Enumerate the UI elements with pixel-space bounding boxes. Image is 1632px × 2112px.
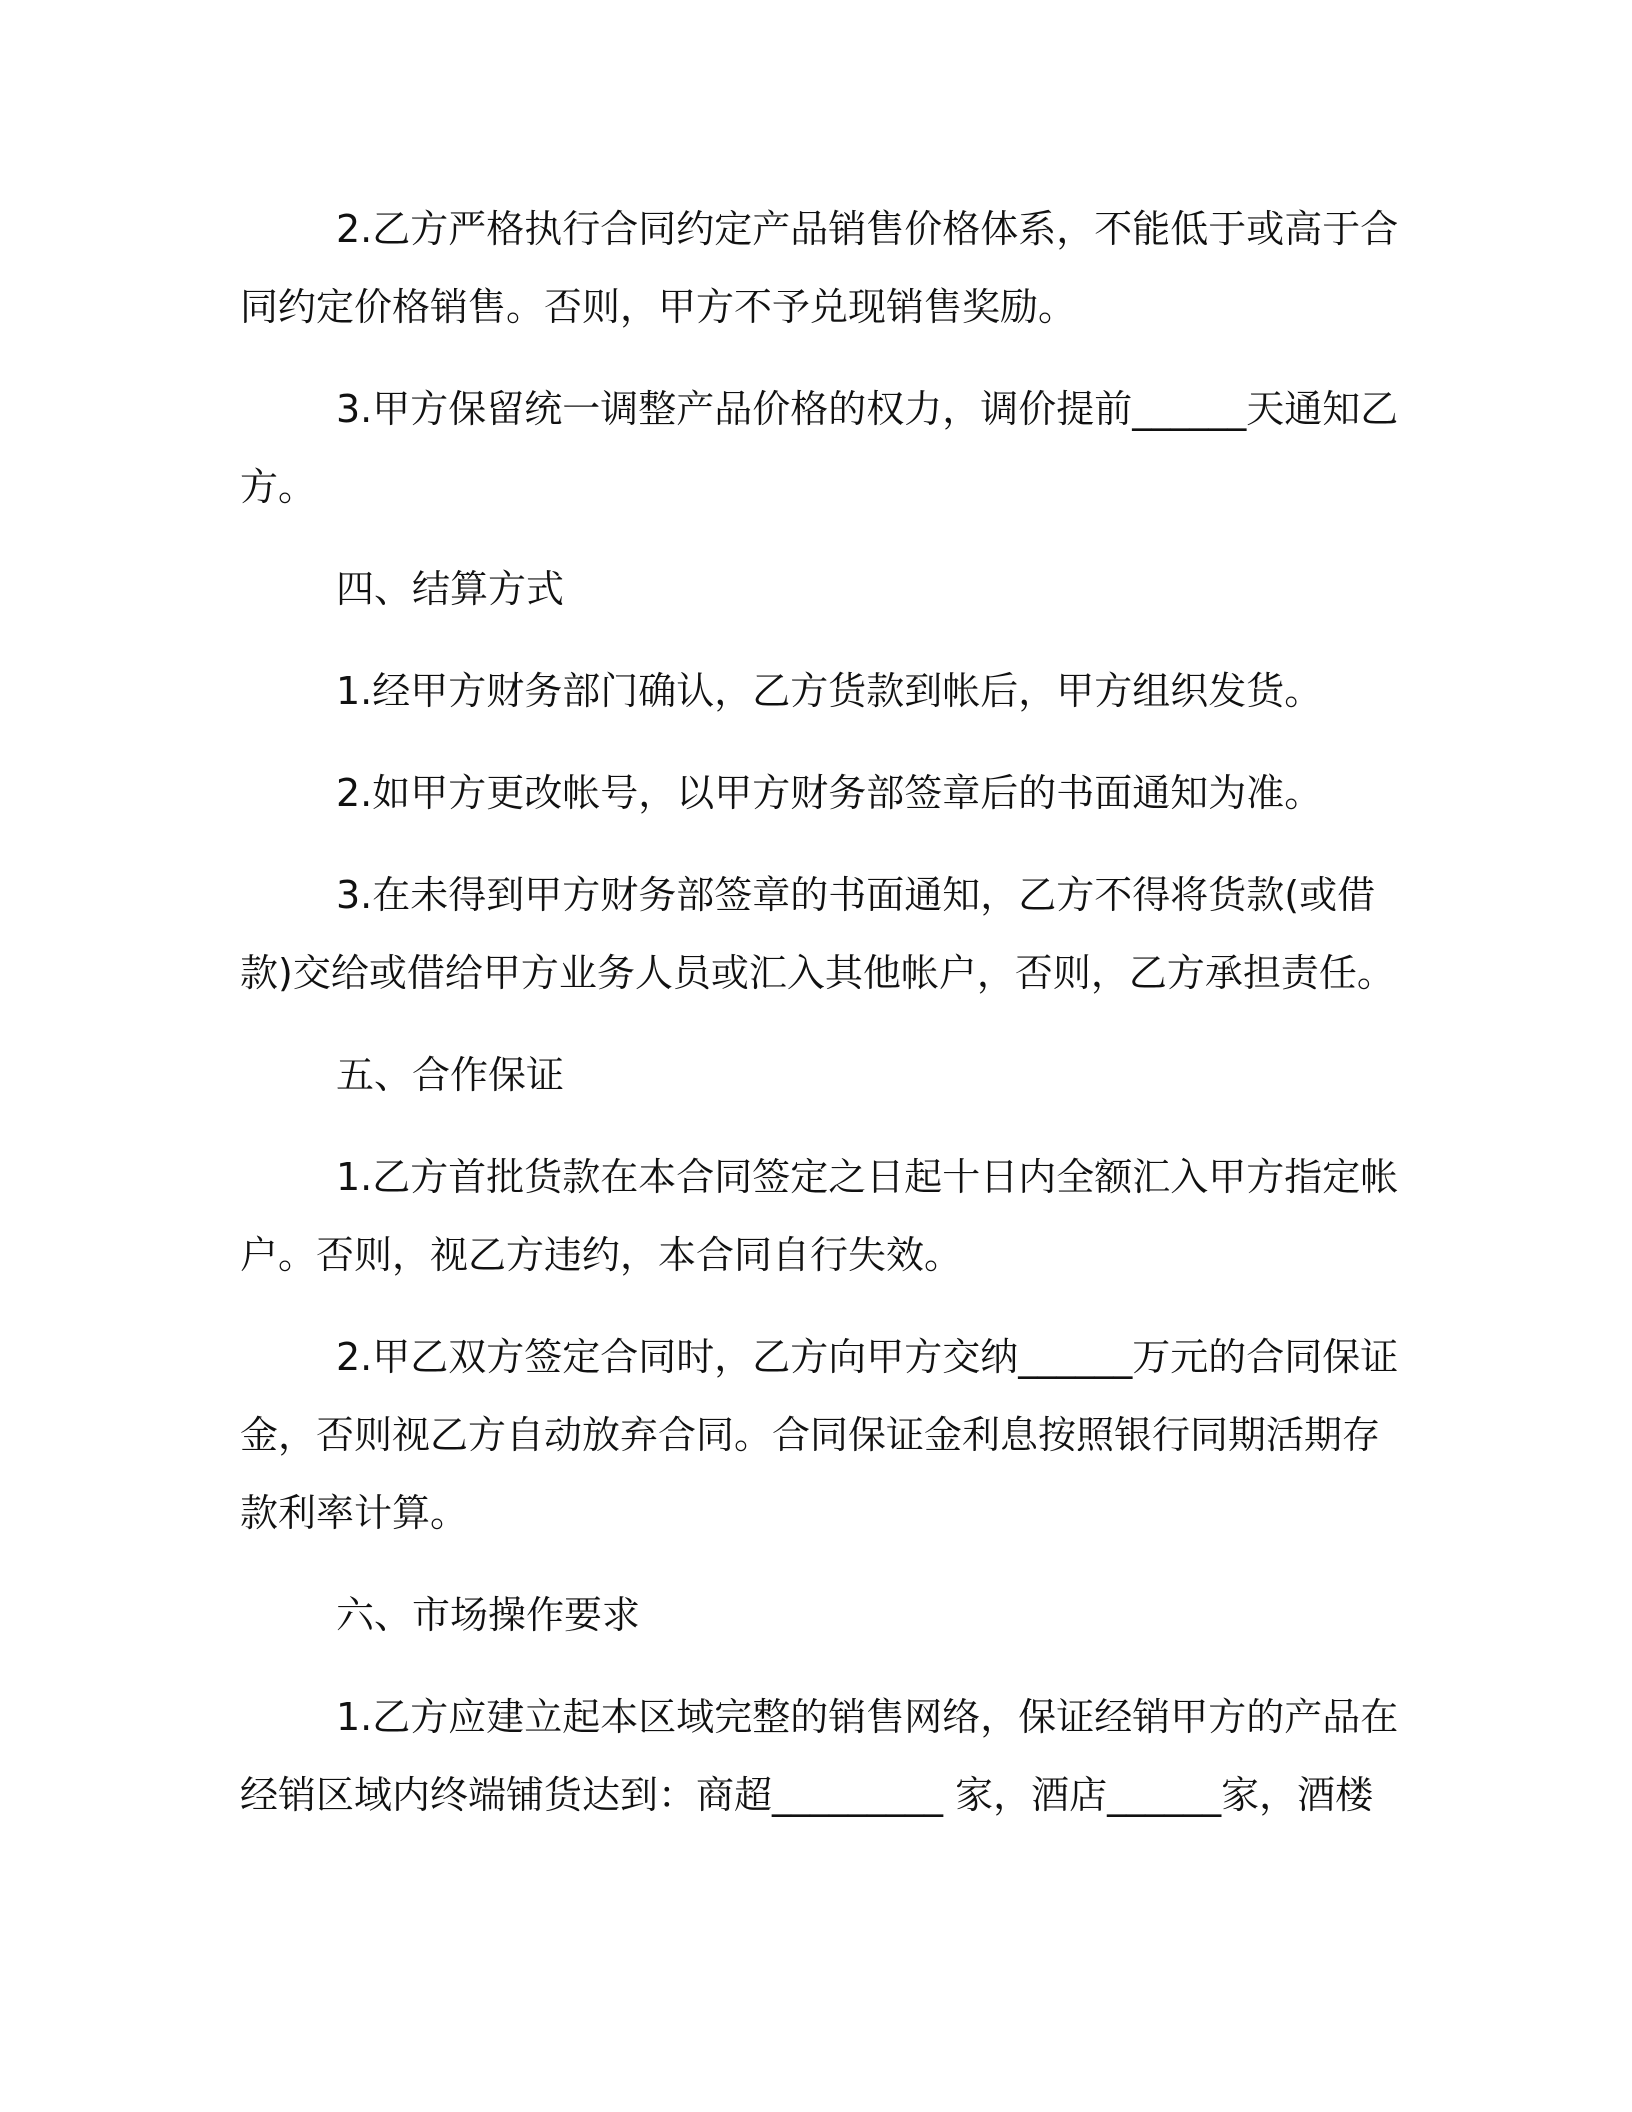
section-heading-cooperation-guarantee: 五、合作保证 [336, 1053, 565, 1097]
clause-deposit: 2.甲乙双方签定合同时，乙方向甲方交纳______万元的合同保证金，否则视乙方自动放弃合同。合同保证金利息按照银行同期活期存款利率计算。 [240, 1335, 1399, 1535]
clause-payment-restriction: 3.在未得到甲方财务部签章的书面通知，乙方不得将货款(或借款)交给或借给甲方业务人员或汇入其他帐户，否则，乙方承担责任。 [240, 873, 1395, 995]
clause-payment-confirmation: 1.经甲方财务部门确认，乙方货款到帐后，甲方组织发货。 [336, 669, 1323, 713]
document-page [240, 190, 1400, 1858]
clause-account-change: 2.如甲方更改帐号，以甲方财务部签章后的书面通知为准。 [336, 771, 1323, 815]
clause-first-payment: 1.乙方首批货款在本合同签定之日起十日内全额汇入甲方指定帐户。否则，视乙方违约，本合同自行失效。 [240, 1155, 1399, 1277]
clause-pricing-system: 2.乙方严格执行合同约定产品销售价格体系，不能低于或高于合同约定价格销售。否则，甲方不予兑现销售奖励。 [240, 207, 1399, 329]
clause-sales-network: 1.乙方应建立起本区域完整的销售网络，保证经销甲方的产品在经销区域内终端铺货达到：商超_________ 家，酒店______家，酒楼 [240, 1695, 1399, 1817]
section-heading-settlement: 四、结算方式 [336, 567, 565, 611]
section-heading-market-requirements: 六、市场操作要求 [336, 1593, 641, 1637]
clause-price-adjustment: 3.甲方保留统一调整产品价格的权力，调价提前______天通知乙方。 [240, 387, 1399, 509]
